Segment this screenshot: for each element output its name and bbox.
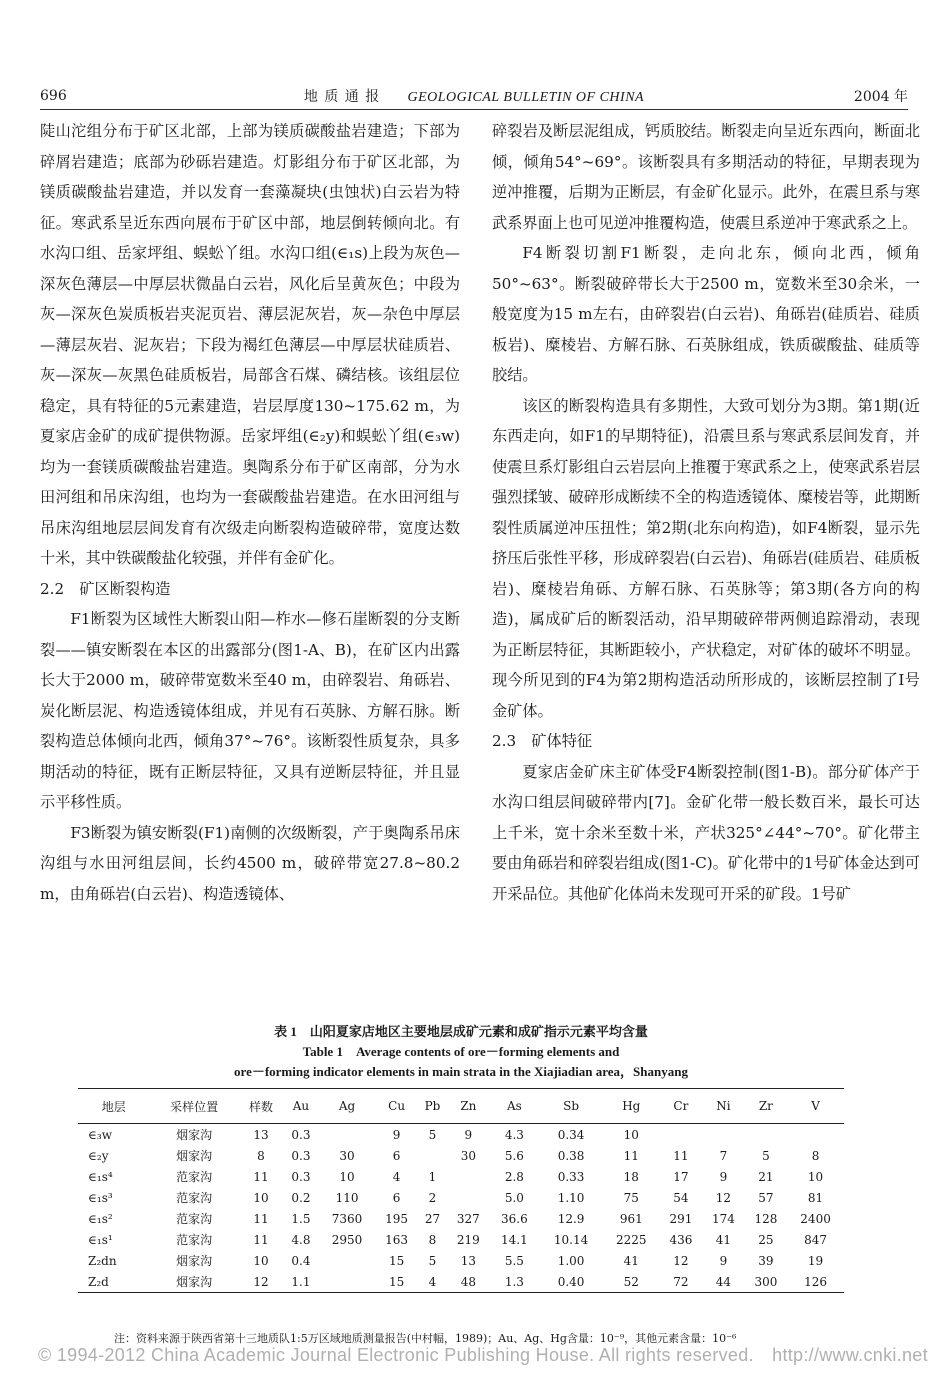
value-cell: 52 [623,1274,639,1289]
paragraph: 陡山沱组分布于矿区北部，上部为镁质碳酸盐岩建造；下部为碎屑岩建造；底部为砂砾岩建造。灯影组分布于矿区北部，为镁质碳酸盐岩建造，并以发育一套藻凝块(虫蚀状)白云岩为特征。寒武系呈近东西向展布于矿区中部，地层倒转倾向北。有水沟口组、岳家坪组、蜈蚣丫组。水沟口组(∈₁s)上段为灰色—深灰色薄层—中厚层状微晶白云岩，风化后呈黄灰色；中段为灰—深灰色炭质板岩夹泥页岩、薄层泥灰岩，灰—杂色中厚层—薄层灰岩、泥灰岩；下段为褐红色薄层—中厚层状硅质岩、灰—深灰—灰黑色硅质板岩，局部含石煤、磷结核。该组层位稳定，具有特征的5元素建造，岩层厚度130~175.62 m，为夏家店金矿的成矿提供物源。岳家坪组(∈₂y)和蜈蚣丫组(∈₃w)均为一套镁质碳酸盐岩建造。奥陶系分布于矿区南部，分为水田河组和吊床沟组，也均为一套碳酸盐岩建造。在水田河组与吊床沟组地层层间发育有次级走向断裂构造破碎带，宽度达数十米，其中铁碳酸盐化较强，并伴有金矿化。 [40,122,460,567]
value-cell: 9 [392,1127,401,1142]
value-cell: 12 [253,1274,269,1289]
header-rule [40,109,908,110]
journal-title-en: GEOLOGICAL BULLETIN OF CHINA [407,90,645,105]
paragraph: F3断裂为镇安断裂(F1)南侧的次级断裂，产于奥陶系吊床沟组与水田河组层间，长约4500 m，破碎带宽27.8~80.2 m，由角砾岩(白云岩)、构造透镜体、 [40,823,460,903]
value-cell: 291 [669,1211,693,1226]
value-cell: 12.9 [557,1211,585,1226]
value-cell: 0.33 [557,1169,585,1184]
value-cell [660,1124,703,1146]
value-cell: 1.3 [504,1274,524,1289]
table-row [78,1271,844,1293]
value-cell: 12 [673,1253,689,1268]
strata-cell: Z₂d [88,1274,109,1289]
table-row [78,1250,844,1271]
journal-title-cn: 地 质 通 报 [303,89,381,105]
page-number: 696 [40,88,67,104]
value-cell: 2400 [800,1211,831,1226]
value-cell: 25 [758,1232,774,1247]
value-cell: 15 [388,1274,405,1289]
journal-title [40,86,908,106]
value-cell: 7 [719,1148,728,1163]
value-cell [745,1124,788,1146]
value-cell: 10 [253,1190,269,1205]
value-cell: 4 [428,1274,437,1289]
value-cell: 17 [673,1169,689,1184]
value-cell: 0.3 [291,1169,311,1184]
value-cell: 0.3 [291,1127,311,1142]
location-cell: 烟家沟 [176,1254,213,1268]
value-cell [447,1187,490,1208]
right-column [492,116,920,909]
value-cell: 1 [428,1169,437,1184]
value-cell: 21 [758,1169,774,1184]
table-1 [78,1022,844,1293]
value-cell: 15 [388,1253,405,1268]
location-cell: 烟家沟 [176,1128,213,1142]
value-cell [319,1250,376,1271]
location-cell: 烟家沟 [176,1149,213,1163]
value-cell: 81 [807,1190,824,1205]
column-header: Cr [673,1099,689,1113]
paragraph: 夏家店金矿床主矿体受F4断裂控制(图1-B)。部分矿体产于水沟口组层间破碎带内[7]。金矿化带一般长数百米，最长可达上千米，宽十余米至数十米，产状325°∠44°~70°。矿化带主要由角砾岩和碎裂岩组成(图1-C)。矿化带中的1号矿体金达到可开采品位。其他矿化体尚未发现可开采的矿段。1号矿 [492,762,920,903]
value-cell: 126 [804,1274,828,1289]
table-header-row [78,1089,844,1124]
value-cell: 4 [392,1169,401,1184]
table-row [78,1187,844,1208]
value-cell: 219 [456,1232,480,1247]
value-cell: 163 [385,1232,409,1247]
column-header: V [811,1099,820,1113]
paragraph: 碎裂岩及断层泥组成，钙质胶结。断裂走向呈近东西向，断面北倾，倾角54°~69°。该断裂具有多期活动的特征，早期表现为逆冲推覆，后期为正断层，有金矿化显示。此外，在震旦系与寒武系界面上也可见逆冲推覆构造，使震旦系逆冲于寒武系之上。 [492,122,920,232]
location-cell: 范家沟 [176,1191,213,1205]
table-caption-en-line2: ore－forming indicator elements in main strata in the Xiajiadian area，Shanyang [234,1064,688,1079]
location-cell: 范家沟 [176,1170,213,1184]
value-cell: 10 [339,1169,355,1184]
value-cell: 14.1 [501,1232,528,1247]
column-header: As [506,1099,522,1113]
column-header: 采样位置 [170,1099,219,1114]
issue-year: 2004 年 [853,89,908,105]
value-cell: 8 [811,1148,820,1163]
table-row [78,1208,844,1229]
value-cell: 11 [253,1211,269,1226]
section-heading-2-2: 2.2 矿区断裂构造 [40,579,171,598]
value-cell: 19 [807,1253,824,1268]
value-cell: 75 [623,1190,639,1205]
value-cell: 5 [428,1253,437,1268]
value-cell: 18 [623,1169,639,1184]
value-cell: 44 [715,1274,732,1289]
column-header: Ag [338,1099,356,1113]
value-cell: 4.8 [291,1232,311,1247]
value-cell: 2225 [616,1232,647,1247]
element-content-table [78,1088,844,1293]
value-cell: 5 [762,1148,770,1163]
paragraph: 该区的断裂构造具有多期性，大致可划分为3期。第1期(近东西走向，如F1的早期特征)，沿震旦系与寒武系层间发育，并使震旦系灯影组白云岩层向上推覆于寒武系之上，使寒武系岩层强烈揉皱、破碎形成断续不全的构造透镜体、糜棱岩等，此期断裂性质属逆冲压扭性；第2期(北东向构造)，如F4断裂，显示先挤压后张性平移，形成碎裂岩(白云岩)、角砾岩(硅质岩、硅质板岩)、糜棱岩角砾、方解石脉、石英脉等；第3期(各方向的构造)，属成矿后的断裂活动，沿早期破碎带两侧追踪滑动，表现为正断层特征，其断距较小，产状稳定，对矿体的破坏不明显。现今所见到的F4为第2期构造活动所形成的，该断层控制了Ⅰ号金矿体。 [492,396,920,720]
column-header: Sb [563,1099,580,1113]
column-header: Zr [758,1099,773,1113]
left-column [40,116,460,909]
value-cell [447,1166,490,1187]
strata-cell: ∈₁s² [88,1211,113,1226]
table-row [78,1166,844,1187]
value-cell: 41 [623,1253,639,1268]
value-cell: 1.10 [557,1190,585,1205]
value-cell: 4.3 [504,1127,524,1142]
value-cell: 0.2 [291,1190,311,1205]
value-cell: 0.3 [291,1148,311,1163]
value-cell: 5.0 [504,1190,524,1205]
value-cell: 0.4 [291,1253,311,1268]
value-cell: 300 [754,1274,778,1289]
value-cell: 9 [464,1127,473,1142]
value-cell: 9 [719,1253,728,1268]
strata-cell: ∈₁s³ [88,1190,113,1205]
column-header: Au [292,1099,310,1113]
value-cell: 48 [460,1274,476,1289]
value-cell: 9 [719,1169,728,1184]
value-cell: 0.40 [557,1274,585,1289]
table-note: 注：资料来源于陕西省第十三地质队1:5万区域地质测量报告(中村幅，1989)；Au、Ag、Hg含量：10⁻⁹，其他元素含量：10⁻⁶ [114,1332,737,1345]
table-row [78,1229,844,1250]
value-cell: 5.5 [504,1253,524,1268]
paragraph: F4断裂切割F1断裂，走向北东，倾向北西，倾角50°~63°。断裂破碎带长大于2500 m，宽数米至30余米，一般宽度为15 m左右，由碎裂岩(白云岩)、角砾岩(硅质岩、硅质板岩)、糜棱岩、方解石脉、石英脉组成，铁质碳酸盐、硅质等胶结。 [492,244,920,384]
strata-cell: ∈₁s¹ [88,1232,113,1247]
location-cell: 范家沟 [176,1233,213,1247]
value-cell: 30 [339,1148,355,1163]
value-cell [787,1124,844,1146]
value-cell: 41 [715,1232,732,1247]
value-cell: 10.14 [553,1232,589,1247]
strata-cell: ∈₂y [88,1148,109,1163]
value-cell: 13 [460,1253,476,1268]
value-cell: 30 [460,1148,476,1163]
table-caption-en-line1: Table 1 Average contents of ore－forming elements and [302,1044,620,1059]
value-cell: 2.8 [504,1169,524,1184]
value-cell: 847 [804,1232,828,1247]
table-caption-cn: 表 1 山阳夏家店地区主要地层成矿元素和成矿指示元素平均含量 [274,1024,648,1039]
value-cell: 11 [253,1169,269,1184]
column-header: Ni [716,1099,731,1113]
value-cell: 13 [253,1127,269,1142]
column-header: Zn [460,1099,477,1113]
value-cell: 0.34 [557,1127,585,1142]
value-cell [319,1124,376,1146]
value-cell: 11 [623,1148,639,1163]
strata-cell: Z₂dn [88,1253,117,1268]
location-cell: 烟家沟 [176,1275,213,1289]
value-cell: 72 [673,1274,689,1289]
value-cell: 961 [619,1211,643,1226]
value-cell: 11 [673,1148,689,1163]
column-header: Pb [424,1099,441,1113]
value-cell: 39 [758,1253,774,1268]
value-cell: 2950 [331,1232,363,1247]
value-cell: 8 [428,1232,437,1247]
value-cell: 174 [711,1211,735,1226]
value-cell [418,1145,447,1166]
value-cell: 12 [715,1190,732,1205]
value-cell: 11 [253,1232,269,1247]
value-cell: 327 [456,1211,480,1226]
location-cell: 范家沟 [176,1212,213,1226]
copyright-watermark: © 1994-2012 China Academic Journal Electronic Publishing House. All rights reserved. http://www.cnki.net [38,1345,928,1365]
column-header: Hg [622,1099,641,1113]
value-cell: 54 [673,1190,689,1205]
value-cell: 1.1 [291,1274,311,1289]
page-header [40,82,908,108]
value-cell: 10 [807,1169,824,1184]
column-header: 样数 [248,1099,273,1114]
value-cell: 436 [669,1232,693,1247]
value-cell: 10 [253,1253,269,1268]
value-cell: 1.5 [291,1211,311,1226]
value-cell: 1.00 [557,1253,585,1268]
value-cell: 57 [758,1190,774,1205]
column-header: Cu [388,1099,406,1113]
value-cell: 5.6 [504,1148,524,1163]
value-cell [702,1124,745,1146]
column-header: 地层 [101,1099,126,1114]
strata-cell: ∈₃w [88,1127,112,1142]
paragraph: F1断裂为区域性大断裂山阳—柞水—修石崖断裂的分支断裂——镇安断裂在本区的出露部分(图1-A、B)，在矿区内出露长大于2000 m，破碎带宽数米至40 m，由碎裂岩、角砾岩、炭化断层泥、构造透镜体组成，并见有石英脉、方解石脉。断裂构造总体倾向北西，倾角37°~76°。该断裂性质复杂，具多期活动的特征，既有正断层特征，又具有逆断层特征，并且显示平移性质。 [40,610,460,811]
value-cell: 5 [428,1127,437,1142]
table-row [78,1124,844,1146]
value-cell [319,1271,376,1293]
value-cell: 110 [335,1190,359,1205]
value-cell: 36.6 [501,1211,528,1226]
value-cell: 195 [385,1211,409,1226]
value-cell: 0.38 [557,1148,585,1163]
value-cell: 10 [623,1127,639,1142]
value-cell: 128 [754,1211,778,1226]
value-cell: 6 [392,1148,401,1163]
strata-cell: ∈₁s⁴ [88,1169,113,1184]
table-row [78,1145,844,1166]
section-heading-2-3: 2.3 矿体特征 [492,732,593,750]
value-cell: 8 [257,1148,265,1163]
value-cell: 7360 [331,1211,363,1226]
value-cell: 2 [428,1190,437,1205]
value-cell: 27 [424,1211,441,1226]
value-cell: 6 [392,1190,401,1205]
